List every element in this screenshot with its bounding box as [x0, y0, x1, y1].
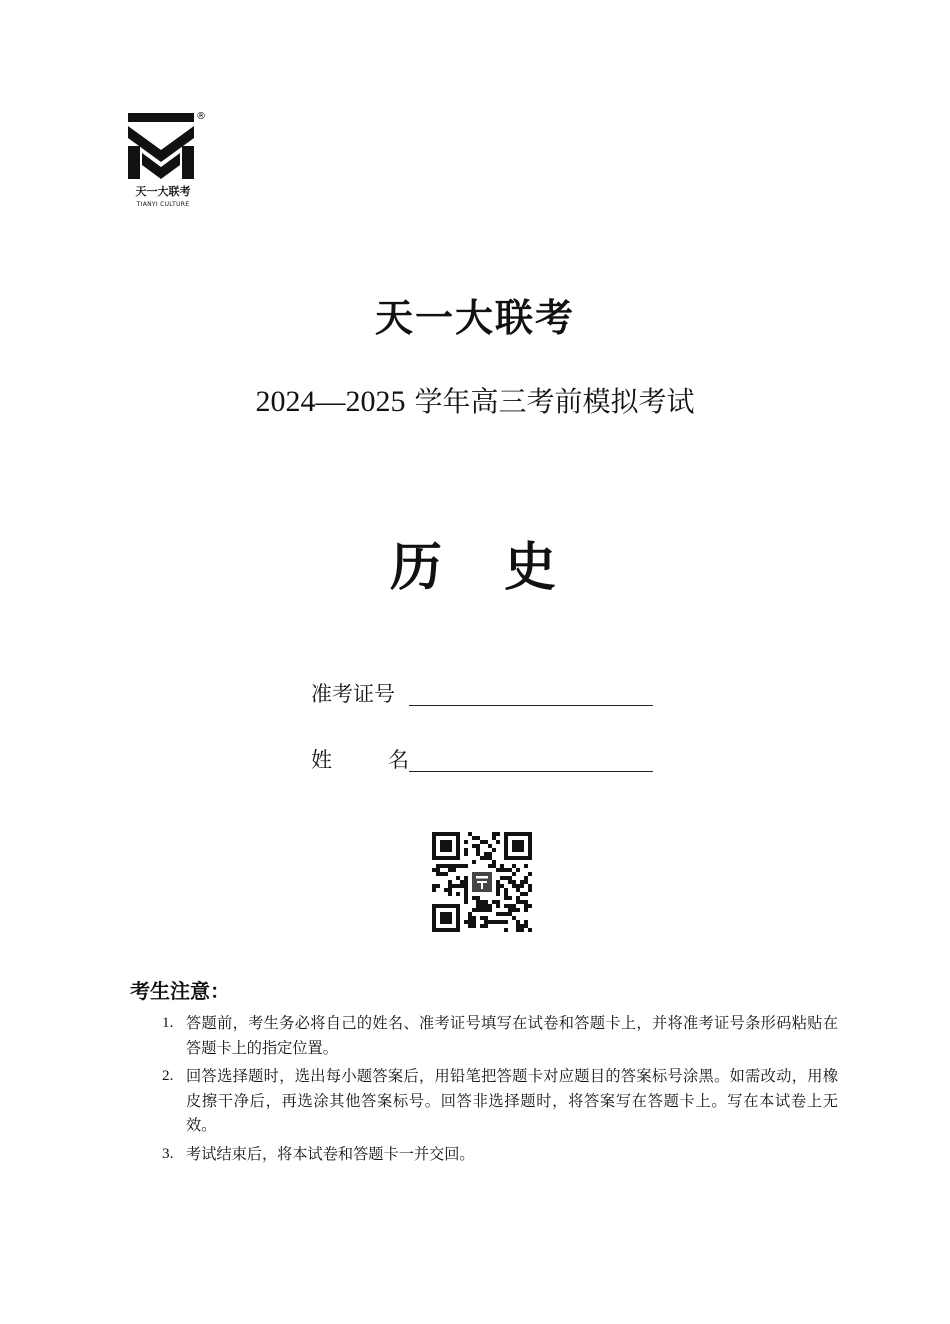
notice-item	[162, 1142, 838, 1167]
notice-title: 考生注意：	[130, 979, 230, 1003]
brand-logo	[128, 113, 210, 213]
exam-name: 学年高三考前模拟考试	[414, 385, 695, 418]
subject-char-1: 历	[389, 538, 446, 598]
notice-item	[162, 1064, 838, 1138]
notice-item-text: 考试结束后，将本试卷和答题卡一并交回。	[186, 1144, 475, 1163]
name-label	[311, 746, 409, 774]
notice-item-text: 答题前，考生务必将自己的姓名、准考证号填写在试卷和答题卡上，并将准考证号条形码粘贴在答题卡上的指定位置。	[186, 1014, 838, 1057]
qr-code-icon	[432, 832, 532, 932]
name-label-char-2: 名	[388, 748, 409, 772]
logo-name-en: TIANYI CULTURE	[136, 201, 190, 208]
exam-years: 2024—2025	[255, 385, 406, 418]
name-label-char-1: 姓	[311, 748, 332, 772]
exam-id-blank-line[interactable]	[409, 704, 653, 706]
name-field[interactable]	[311, 742, 653, 774]
tianyi-logo-icon	[128, 113, 198, 183]
subject-char-2: 史	[504, 538, 561, 598]
exam-id-label: 准考证号	[311, 682, 395, 706]
org-title: 天一大联考	[374, 296, 575, 340]
notice-item	[162, 1011, 838, 1060]
exam-title	[0, 380, 950, 424]
subject-title	[0, 535, 950, 601]
registered-mark: ®	[196, 111, 206, 122]
notice-item-number: 1.	[162, 1014, 174, 1031]
name-blank-line[interactable]	[409, 770, 653, 772]
notice-item-text: 回答选择题时，选出每小题答案后，用铅笔把答题卡对应题目的答案标号涂黑。如需改动，用橡皮擦干净后，再选涂其他答案标号。回答非选择题时，将答案写在答题卡上。写在本试卷上无效。	[186, 1067, 838, 1134]
notice-item-number: 2.	[162, 1067, 174, 1084]
notice-list	[162, 1011, 838, 1170]
notice-item-number: 3.	[162, 1144, 174, 1162]
logo-name-cn: 天一大联考	[135, 185, 191, 198]
exam-id-field[interactable]	[311, 676, 653, 708]
